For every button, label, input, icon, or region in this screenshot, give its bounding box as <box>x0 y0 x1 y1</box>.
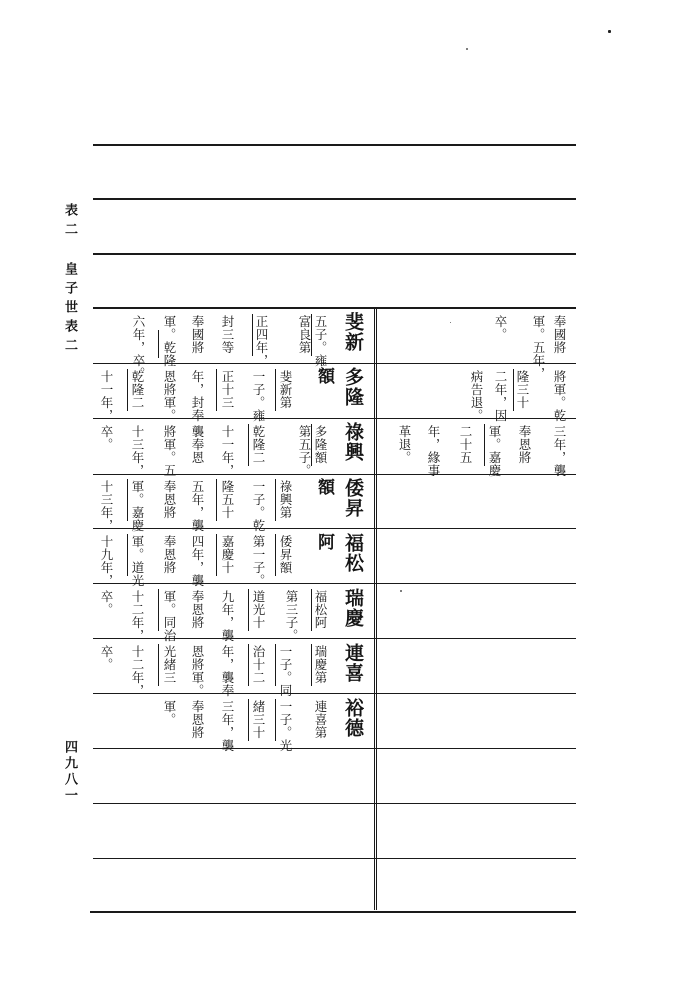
top-rule-1 <box>93 144 576 146</box>
entry-column: 恩將軍。 <box>190 645 205 697</box>
person-name: 瑞慶 <box>342 588 364 628</box>
scan-speck <box>450 322 451 323</box>
name-bar <box>275 534 276 576</box>
entry-column: 奉恩將 <box>190 700 205 739</box>
entry-column: 連喜第 <box>313 700 328 739</box>
table-top-rule <box>93 307 576 309</box>
name-bar <box>275 699 276 741</box>
successor-column: 革退。 <box>397 425 412 464</box>
entry-column: 五子。雍 <box>313 315 328 367</box>
person-name-suffix: 阿 <box>314 533 334 551</box>
person-name: 福松 <box>342 533 364 573</box>
successor-column: 軍。嘉慶 <box>487 425 502 477</box>
name-bar <box>248 699 249 741</box>
entry-column: 十二年， <box>130 645 145 697</box>
entry-column: 奉恩將 <box>190 590 205 629</box>
person-name-suffix: 額 <box>314 478 334 496</box>
entry-column: 奉國將 <box>190 315 205 354</box>
entry-column: 第五子。 <box>297 425 312 477</box>
entry-column: 三年，襲 <box>220 700 235 752</box>
entry-column: 斐新第 <box>278 370 293 409</box>
top-rule-2 <box>93 198 576 200</box>
entry-column: 隆五十 <box>220 480 235 519</box>
margin-table-title: 皇子世表二 <box>62 262 77 357</box>
entry-column: 治十二 <box>251 645 266 684</box>
name-bar <box>127 479 128 521</box>
entry-column: 九年，襲 <box>220 590 235 642</box>
entry-column: 恩將軍。 <box>162 370 177 422</box>
name-bar <box>158 589 159 631</box>
name-bar <box>127 369 128 411</box>
successor-column: 將軍。乾 <box>552 370 567 422</box>
entry-column: 將軍。五 <box>162 425 177 477</box>
successor-column: 年，緣事 <box>426 425 441 477</box>
entry-column: 年，封奉 <box>190 370 205 422</box>
entry-column: 一子。雍 <box>251 370 266 422</box>
scan-speck <box>466 48 468 50</box>
entry-column: 卒。 <box>99 425 114 451</box>
entry-column: 軍。乾隆 <box>162 315 177 367</box>
successor-column: 軍。五年， <box>531 315 546 380</box>
entry-column: 軍。道光 <box>130 535 145 587</box>
entry-column: 奉恩將 <box>162 480 177 519</box>
name-bar <box>275 479 276 521</box>
entry-column: 道光十 <box>251 590 266 629</box>
row-rule <box>93 858 576 859</box>
person-name: 裕德 <box>342 698 364 738</box>
entry-column: 一子。乾 <box>251 480 266 532</box>
name-bar <box>216 369 217 411</box>
name-bar <box>158 330 159 358</box>
name-bar <box>275 644 276 686</box>
entry-column: 光緒三 <box>162 645 177 684</box>
entry-column: 乾隆二 <box>251 425 266 464</box>
entry-column: 封三等 <box>220 315 235 354</box>
entry-column: 軍。嘉慶 <box>130 480 145 532</box>
margin-section-label: 表二 <box>62 203 77 241</box>
name-bar <box>158 644 159 686</box>
entry-column: 乾隆二 <box>130 370 145 409</box>
row-rule <box>93 803 576 804</box>
entry-column: 十三年， <box>130 425 145 477</box>
name-bar <box>248 424 249 466</box>
name-bar <box>248 589 249 631</box>
entry-column: 祿興第 <box>278 480 293 519</box>
person-name: 多隆 <box>342 367 364 407</box>
name-bar <box>127 534 128 576</box>
entry-column: 年，襲奉 <box>220 645 235 697</box>
name-bar <box>311 589 312 631</box>
name-bar <box>513 369 514 411</box>
successor-column: 隆三十 <box>515 370 530 409</box>
entry-column: 奉恩將 <box>162 535 177 574</box>
successor-column: 二年，因 <box>493 370 508 422</box>
entry-column: 十一年， <box>220 425 235 477</box>
entry-column: 正十三 <box>220 370 235 409</box>
name-bar <box>216 479 217 521</box>
name-bar <box>275 369 276 411</box>
entry-column: 四年，襲 <box>190 535 205 587</box>
table-bottom-rule <box>90 911 576 913</box>
entry-column: 五年，襲 <box>190 480 205 532</box>
entry-column: 十二年， <box>130 590 145 642</box>
entry-column: 軍。 <box>162 700 177 726</box>
successor-column: 奉恩將 <box>517 425 532 464</box>
entry-column: 卒。 <box>99 645 114 671</box>
entry-column: 多隆額 <box>313 425 328 464</box>
person-name: 連喜 <box>342 643 364 683</box>
margin-page-number: 四九八一 <box>62 740 77 804</box>
entry-column: 嘉慶十 <box>220 535 235 574</box>
successor-column: 卒。 <box>493 315 508 341</box>
name-bar <box>216 534 217 576</box>
name-bar <box>248 644 249 686</box>
name-bar <box>252 314 253 356</box>
successor-column: 奉國將 <box>552 315 567 354</box>
entry-column: 富良第 <box>297 315 312 354</box>
successor-column: 三年，襲 <box>552 425 567 477</box>
entry-column: 福松阿 <box>313 590 328 629</box>
person-name-suffix: 額 <box>314 367 334 385</box>
name-bar <box>311 644 312 686</box>
entry-column: 第一子。 <box>251 535 266 587</box>
entry-column: 第三子。 <box>284 590 299 642</box>
entry-column: 十一年， <box>99 370 114 422</box>
entry-column: 襲奉恩 <box>190 425 205 464</box>
entry-column: 十三年， <box>99 480 114 532</box>
entry-column: 一子。同 <box>278 645 293 697</box>
entry-column: 緒三十 <box>251 700 266 739</box>
entry-column: 六年，卒。 <box>131 315 146 380</box>
entry-column: 一子。光 <box>278 700 293 752</box>
generation-divider <box>374 308 379 910</box>
scan-speck <box>608 30 611 33</box>
entry-column: 倭昇額 <box>278 535 293 574</box>
entry-column: 正四年， <box>254 315 269 367</box>
person-name: 祿興 <box>342 422 364 462</box>
successor-column: 二十五 <box>458 425 473 464</box>
entry-column: 軍。同治 <box>162 590 177 642</box>
name-bar <box>484 424 485 466</box>
successor-column: 病告退。 <box>469 370 484 422</box>
entry-column: 卒。 <box>99 590 114 616</box>
person-name: 斐新 <box>342 312 364 352</box>
scan-speck <box>400 590 402 592</box>
top-rule-3 <box>93 253 576 255</box>
person-name: 倭昇 <box>342 478 364 518</box>
entry-column: 瑞慶第 <box>313 645 328 684</box>
entry-column: 十九年， <box>99 535 114 587</box>
